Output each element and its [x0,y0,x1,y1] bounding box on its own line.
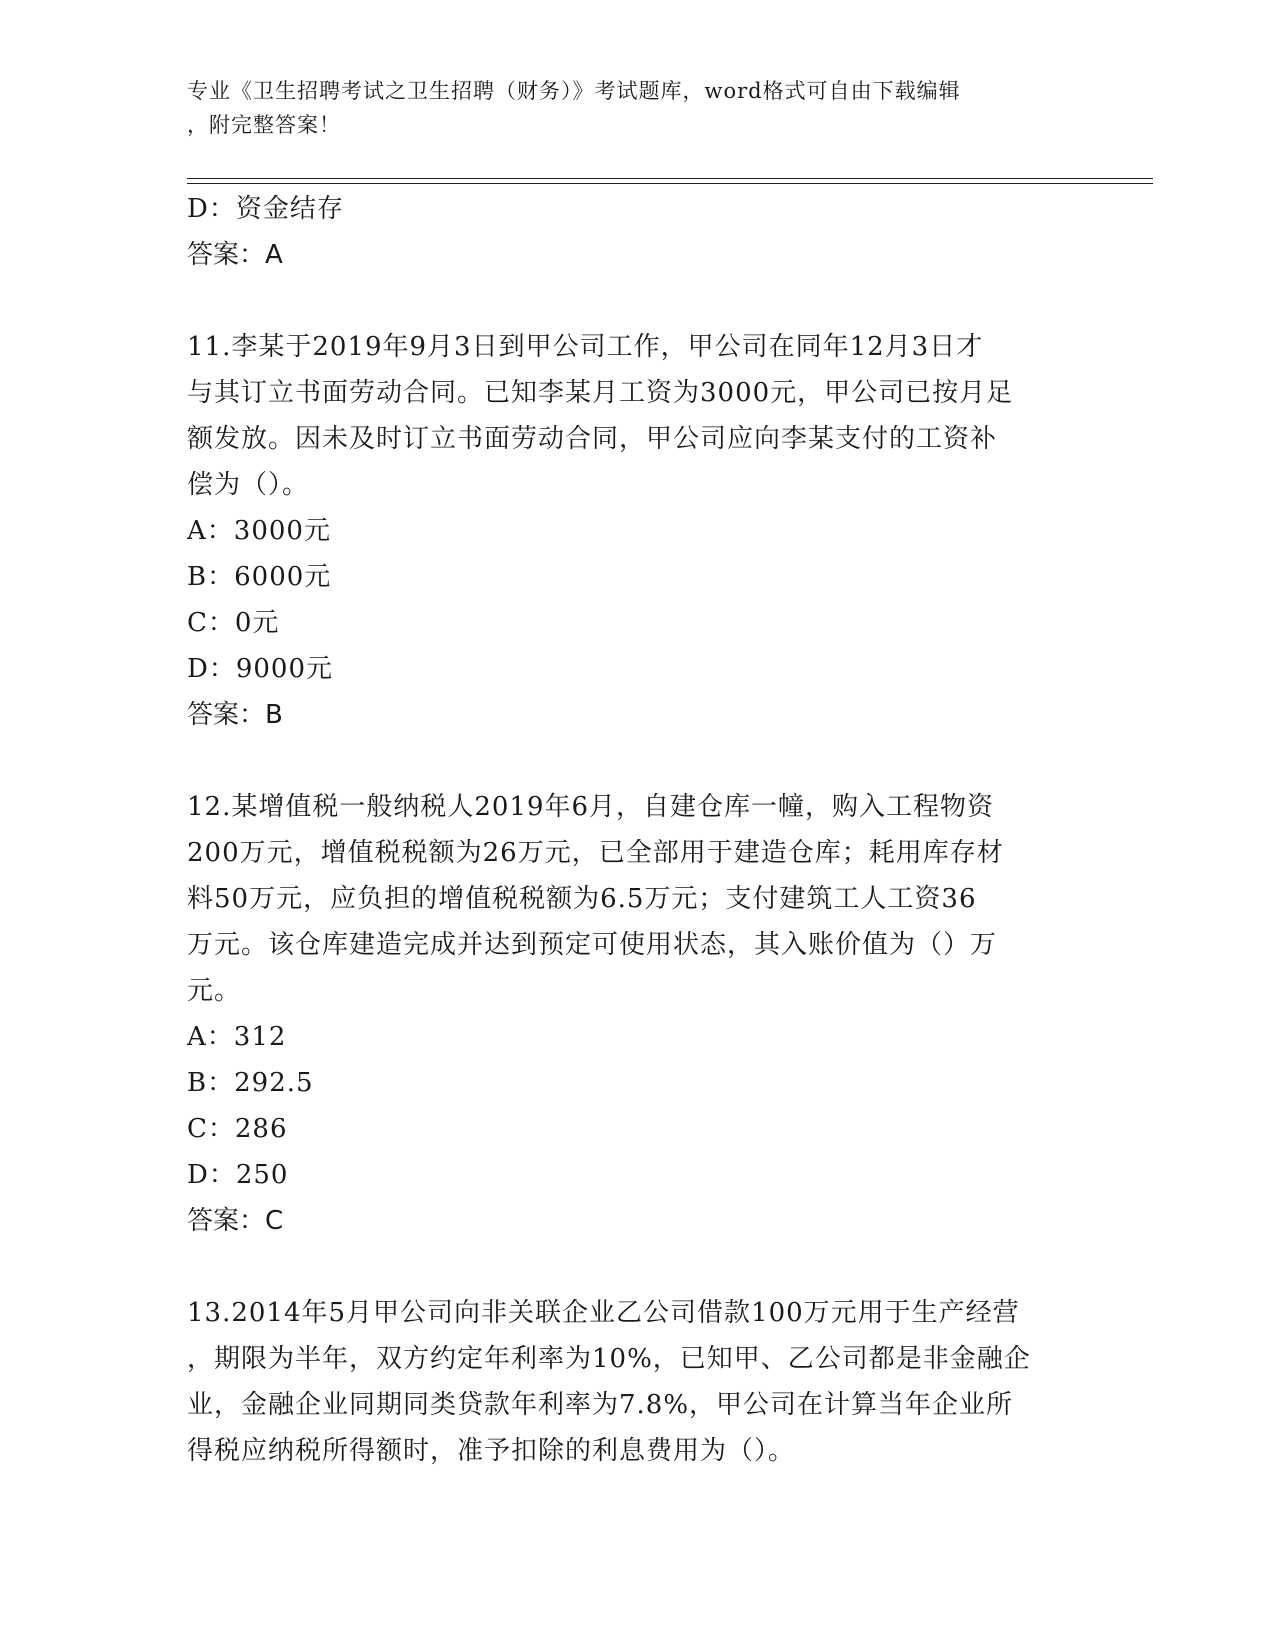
question-stem-line: 12.某增值税一般纳税人2019年6月，自建仓库一幢，购入工程物资 [187,792,995,822]
option-a: A：3000元 [187,516,331,546]
answer-line: 答案：B [187,700,283,730]
option-b: B：292.5 [187,1068,314,1098]
question-stem-line: ，期限为半年，双方约定年利率为10%，已知甲、乙公司都是非金融企 [187,1344,1031,1374]
header-rule-top [187,178,1153,179]
question-stem-line: 料50万元，应负担的增值税税额为6.5万元；支付建筑工人工资36 [187,884,977,914]
question-13 [187,1290,1087,1474]
option-b: B：6000元 [187,562,332,592]
spacer [187,738,1087,784]
prev-option-d: D：资金结存 [187,194,344,224]
question-12 [187,784,1087,1244]
question-stem-line: 偿为（）。 [187,470,310,500]
question-11 [187,324,1087,738]
question-stem-line: 与其订立书面劳动合同。已知李某月工资为3000元，甲公司已按月足 [187,378,1014,408]
option-c: C：0元 [187,608,280,638]
prev-answer: 答案：A [187,240,283,270]
question-stem-line: 业，金融企业同期同类贷款年利率为7.8%，甲公司在计算当年企业所 [187,1390,1014,1420]
question-stem-line: 元。 [187,976,242,1006]
spacer [187,1244,1087,1290]
header-rule-bottom [187,183,1153,184]
document-body [187,186,1087,1474]
page-header [187,74,1087,142]
question-stem-line: 万元。该仓库建造完成并达到预定可使用状态，其入账价值为（）万 [187,930,998,960]
question-stem-line: 13.2014年5月甲公司向非关联企业乙公司借款100万元用于生产经营 [187,1298,1020,1328]
option-a: A：312 [187,1022,287,1052]
question-stem-line: 200万元，增值税税额为26万元，已全部用于建造仓库；耗用库存材 [187,838,1004,868]
question-stem-line: 额发放。因未及时订立书面劳动合同，甲公司应向李某支付的工资补 [187,424,998,454]
option-d: D：250 [187,1160,289,1190]
header-title-line-1: 专业《卫生招聘考试之卫生招聘（财务）》考试题库，word格式可自由下载编辑 [187,79,961,103]
question-stem-line: 11.李某于2019年9月3日到甲公司工作，甲公司在同年12月3日才 [187,332,984,362]
header-title-line-2: ，附完整答案！ [187,113,341,137]
spacer [187,278,1087,324]
option-d: D：9000元 [187,654,334,684]
option-c: C：286 [187,1114,288,1144]
answer-line: 答案：C [187,1206,284,1236]
question-stem-line: 得税应纳税所得额时，准予扣除的利息费用为（）。 [187,1436,796,1466]
